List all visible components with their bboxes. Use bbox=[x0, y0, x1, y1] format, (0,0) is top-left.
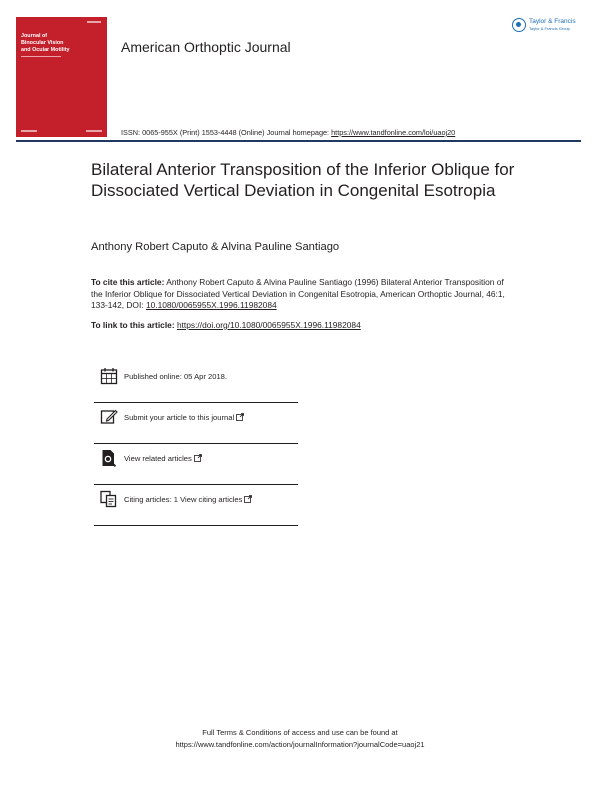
citation-text: Anthony Robert Caputo & Alvina Pauline Santiago (1996) Bilateral Anterior Transposition of the Inferior Oblique for Dissociated Vertical Deviation in Congenital Esotropia, American Orthoptic Journal, 46:1, 133-142, DOI: bbox=[91, 277, 505, 310]
footer-terms-url[interactable]: https://www.tandfonline.com/action/journalInformation?journalCode=uaoj21 bbox=[175, 740, 425, 749]
submit-article-link[interactable] bbox=[124, 413, 244, 422]
cover-title-line: Journal of bbox=[21, 33, 48, 39]
article-actions bbox=[94, 362, 298, 526]
citing-articles-label: Citing articles: 1 View citing articles bbox=[124, 495, 243, 504]
footer-terms-text: Full Terms & Conditions of access and use can be found at bbox=[202, 728, 398, 737]
submit-article-item[interactable] bbox=[94, 403, 298, 444]
article-link-label: To link to this article: bbox=[91, 320, 177, 330]
cover-title-line: and Ocular Motility bbox=[21, 46, 70, 53]
related-articles-label: View related articles bbox=[124, 454, 192, 463]
document-search-icon bbox=[100, 449, 118, 467]
published-online-item bbox=[94, 362, 298, 403]
publisher-subtitle: Taylor & Francis Group bbox=[529, 26, 570, 31]
cover-title bbox=[21, 33, 102, 53]
article-doi-url[interactable]: https://doi.org/10.1080/0065955X.1996.11982084 bbox=[176, 320, 361, 330]
header-divider bbox=[16, 140, 581, 142]
citing-articles-link[interactable] bbox=[124, 495, 252, 504]
citation-block bbox=[91, 277, 511, 312]
edit-icon bbox=[100, 408, 118, 426]
issn-text: ISSN: 0065-955X (Print) 1553-4448 (Online) Journal homepage: bbox=[121, 128, 332, 137]
external-link-icon bbox=[236, 413, 244, 421]
external-link-icon bbox=[244, 495, 252, 503]
external-link-icon bbox=[194, 454, 202, 462]
calendar-icon bbox=[100, 367, 118, 385]
cover-divider bbox=[21, 56, 61, 57]
publisher-name: Taylor & Francis bbox=[529, 18, 576, 25]
article-authors: Anthony Robert Caputo & Alvina Pauline Santiago bbox=[91, 241, 340, 253]
cover-decoration bbox=[87, 21, 101, 23]
cover-title-line: Binocular Vision bbox=[21, 39, 64, 46]
submit-article-label: Submit your article to this journal bbox=[124, 413, 235, 422]
journal-homepage-link[interactable]: https://www.tandfonline.com/loi/uaoj20 bbox=[331, 128, 456, 137]
related-articles-item[interactable] bbox=[94, 444, 298, 485]
cover-footer-mark bbox=[21, 130, 37, 132]
citation-icon bbox=[100, 490, 118, 508]
related-articles-link[interactable] bbox=[124, 454, 202, 463]
article-link-block bbox=[91, 320, 361, 330]
cover-footer bbox=[21, 130, 102, 132]
doi-link[interactable]: 10.1080/0065955X.1996.11982084 bbox=[145, 300, 277, 310]
citation-label: To cite this article: bbox=[91, 277, 165, 287]
journal-name: American Orthoptic Journal bbox=[121, 39, 291, 55]
issn-line bbox=[121, 128, 455, 137]
publisher-logo[interactable] bbox=[512, 16, 588, 38]
article-title: Bilateral Anterior Transposition of the Inferior Oblique for Dissociated Vertical Deviation in Congenital Esotropia bbox=[91, 160, 515, 200]
publisher-logo-icon bbox=[512, 18, 526, 32]
citing-articles-item[interactable] bbox=[94, 485, 298, 526]
footer bbox=[0, 727, 600, 751]
journal-cover-image bbox=[16, 17, 107, 137]
published-online-text: Published online: 05 Apr 2018. bbox=[124, 372, 228, 381]
cover-footer-mark bbox=[86, 130, 102, 132]
